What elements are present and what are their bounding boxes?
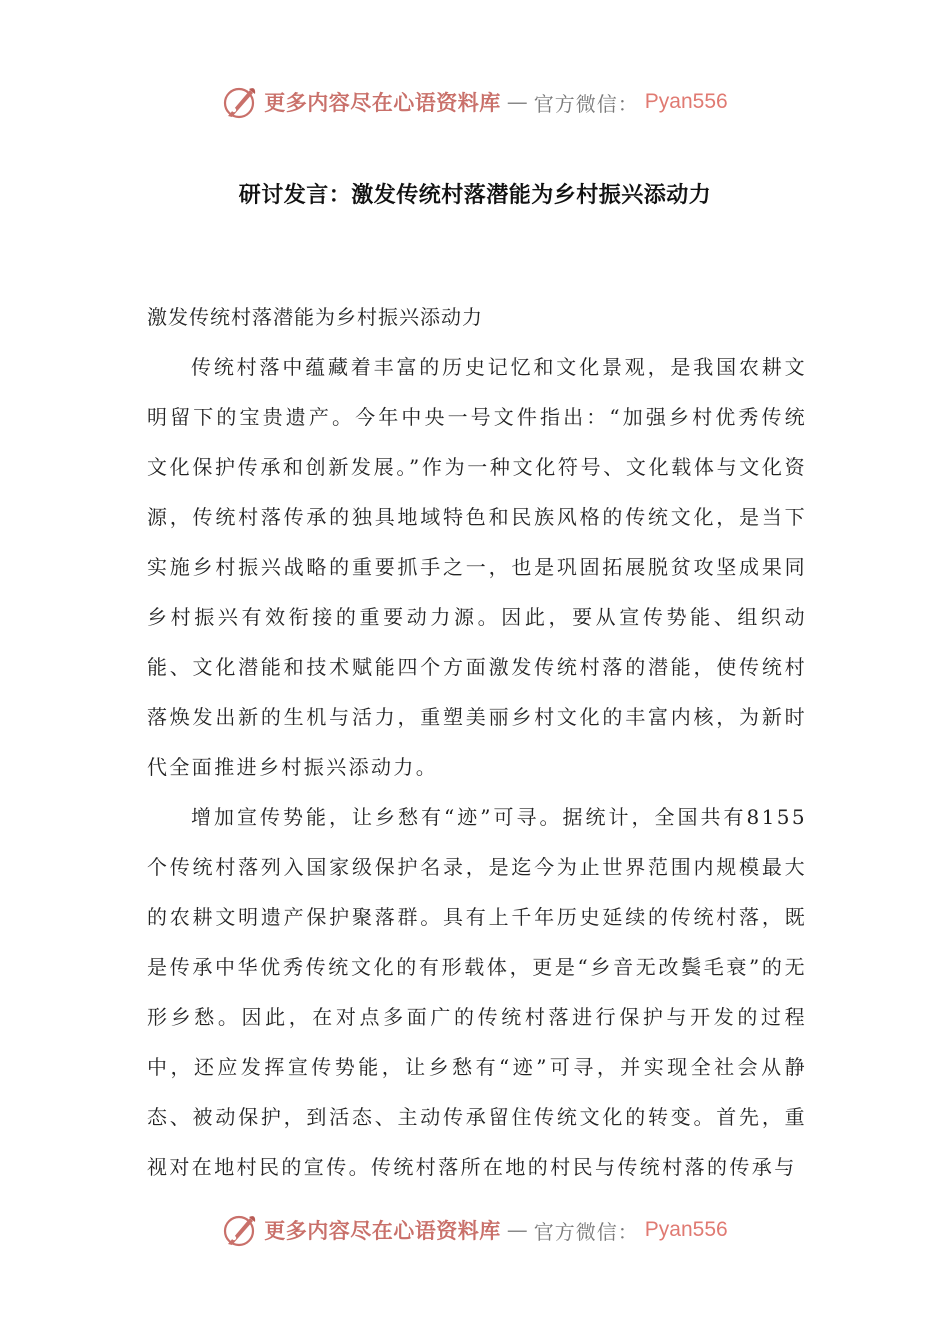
watermark-wechat-id: Pyan556 [644,1218,728,1241]
watermark-label: 官方微信： [533,1219,639,1244]
watermark-brand: 更多内容尽在心语资料库 [264,1218,501,1243]
watermark-brand: 更多内容尽在心语资料库 [264,90,501,115]
body-paragraph: 增加宣传势能，让乡愁有“迹”可寻。据统计，全国共有8155个传统村落列入国家级保护名录，是迄今为止世界范围内规模最大的农耕文明遗产保护聚落群。具有上千年历史延续的传统村落，既是传承中华优秀传统文化的有形载体，更是“乡音无改鬓毛衰”的无形乡愁。因此，在对点多面广的传统村落进行保护与开发的过程中，还应发挥宣传势能，让乡愁有“迹”可寻，并实现全社会从静态、被动保护，到活态、主动传承留住传统文化的转变。首先，重视对在地村民的宣传。传统村落所在地的村民与传统村落的传承与 [147,805,807,1179]
document-subtitle: 激发传统村落潜能为乡村振兴添动力 [147,305,483,329]
header-watermark [0,82,950,122]
watermark-dash: — [506,90,528,114]
document-title: 研讨发言：激发传统村落潜能为乡村振兴添动力 [238,183,712,208]
watermark-label: 官方微信： [533,91,639,116]
quill-pen-logo-icon [222,84,258,120]
document-body [147,292,807,1187]
quill-pen-logo-icon [222,1212,258,1248]
watermark-wechat-id: Pyan556 [644,90,728,113]
footer-watermark [0,1210,950,1250]
body-paragraph: 传统村落中蕴藏着丰富的历史记忆和文化景观，是我国农耕文明留下的宝贵遗产。今年中央一号文件指出：“加强乡村优秀传统文化保护传承和创新发展。”作为一种文化符号、文化载体与文化资源，传统村落传承的独具地域特色和民族风格的传统文化，是当下实施乡村振兴战略的重要抓手之一，也是巩固拓展脱贫攻坚成果同乡村振兴有效衔接的重要动力源。因此，要从宣传势能、组织动能、文化潜能和技术赋能四个方面激发传统村落的潜能，使传统村落焕发出新的生机与活力，重塑美丽乡村文化的丰富内核，为新时代全面推进乡村振兴添动力。 [147,355,807,779]
watermark-dash: — [506,1218,528,1242]
